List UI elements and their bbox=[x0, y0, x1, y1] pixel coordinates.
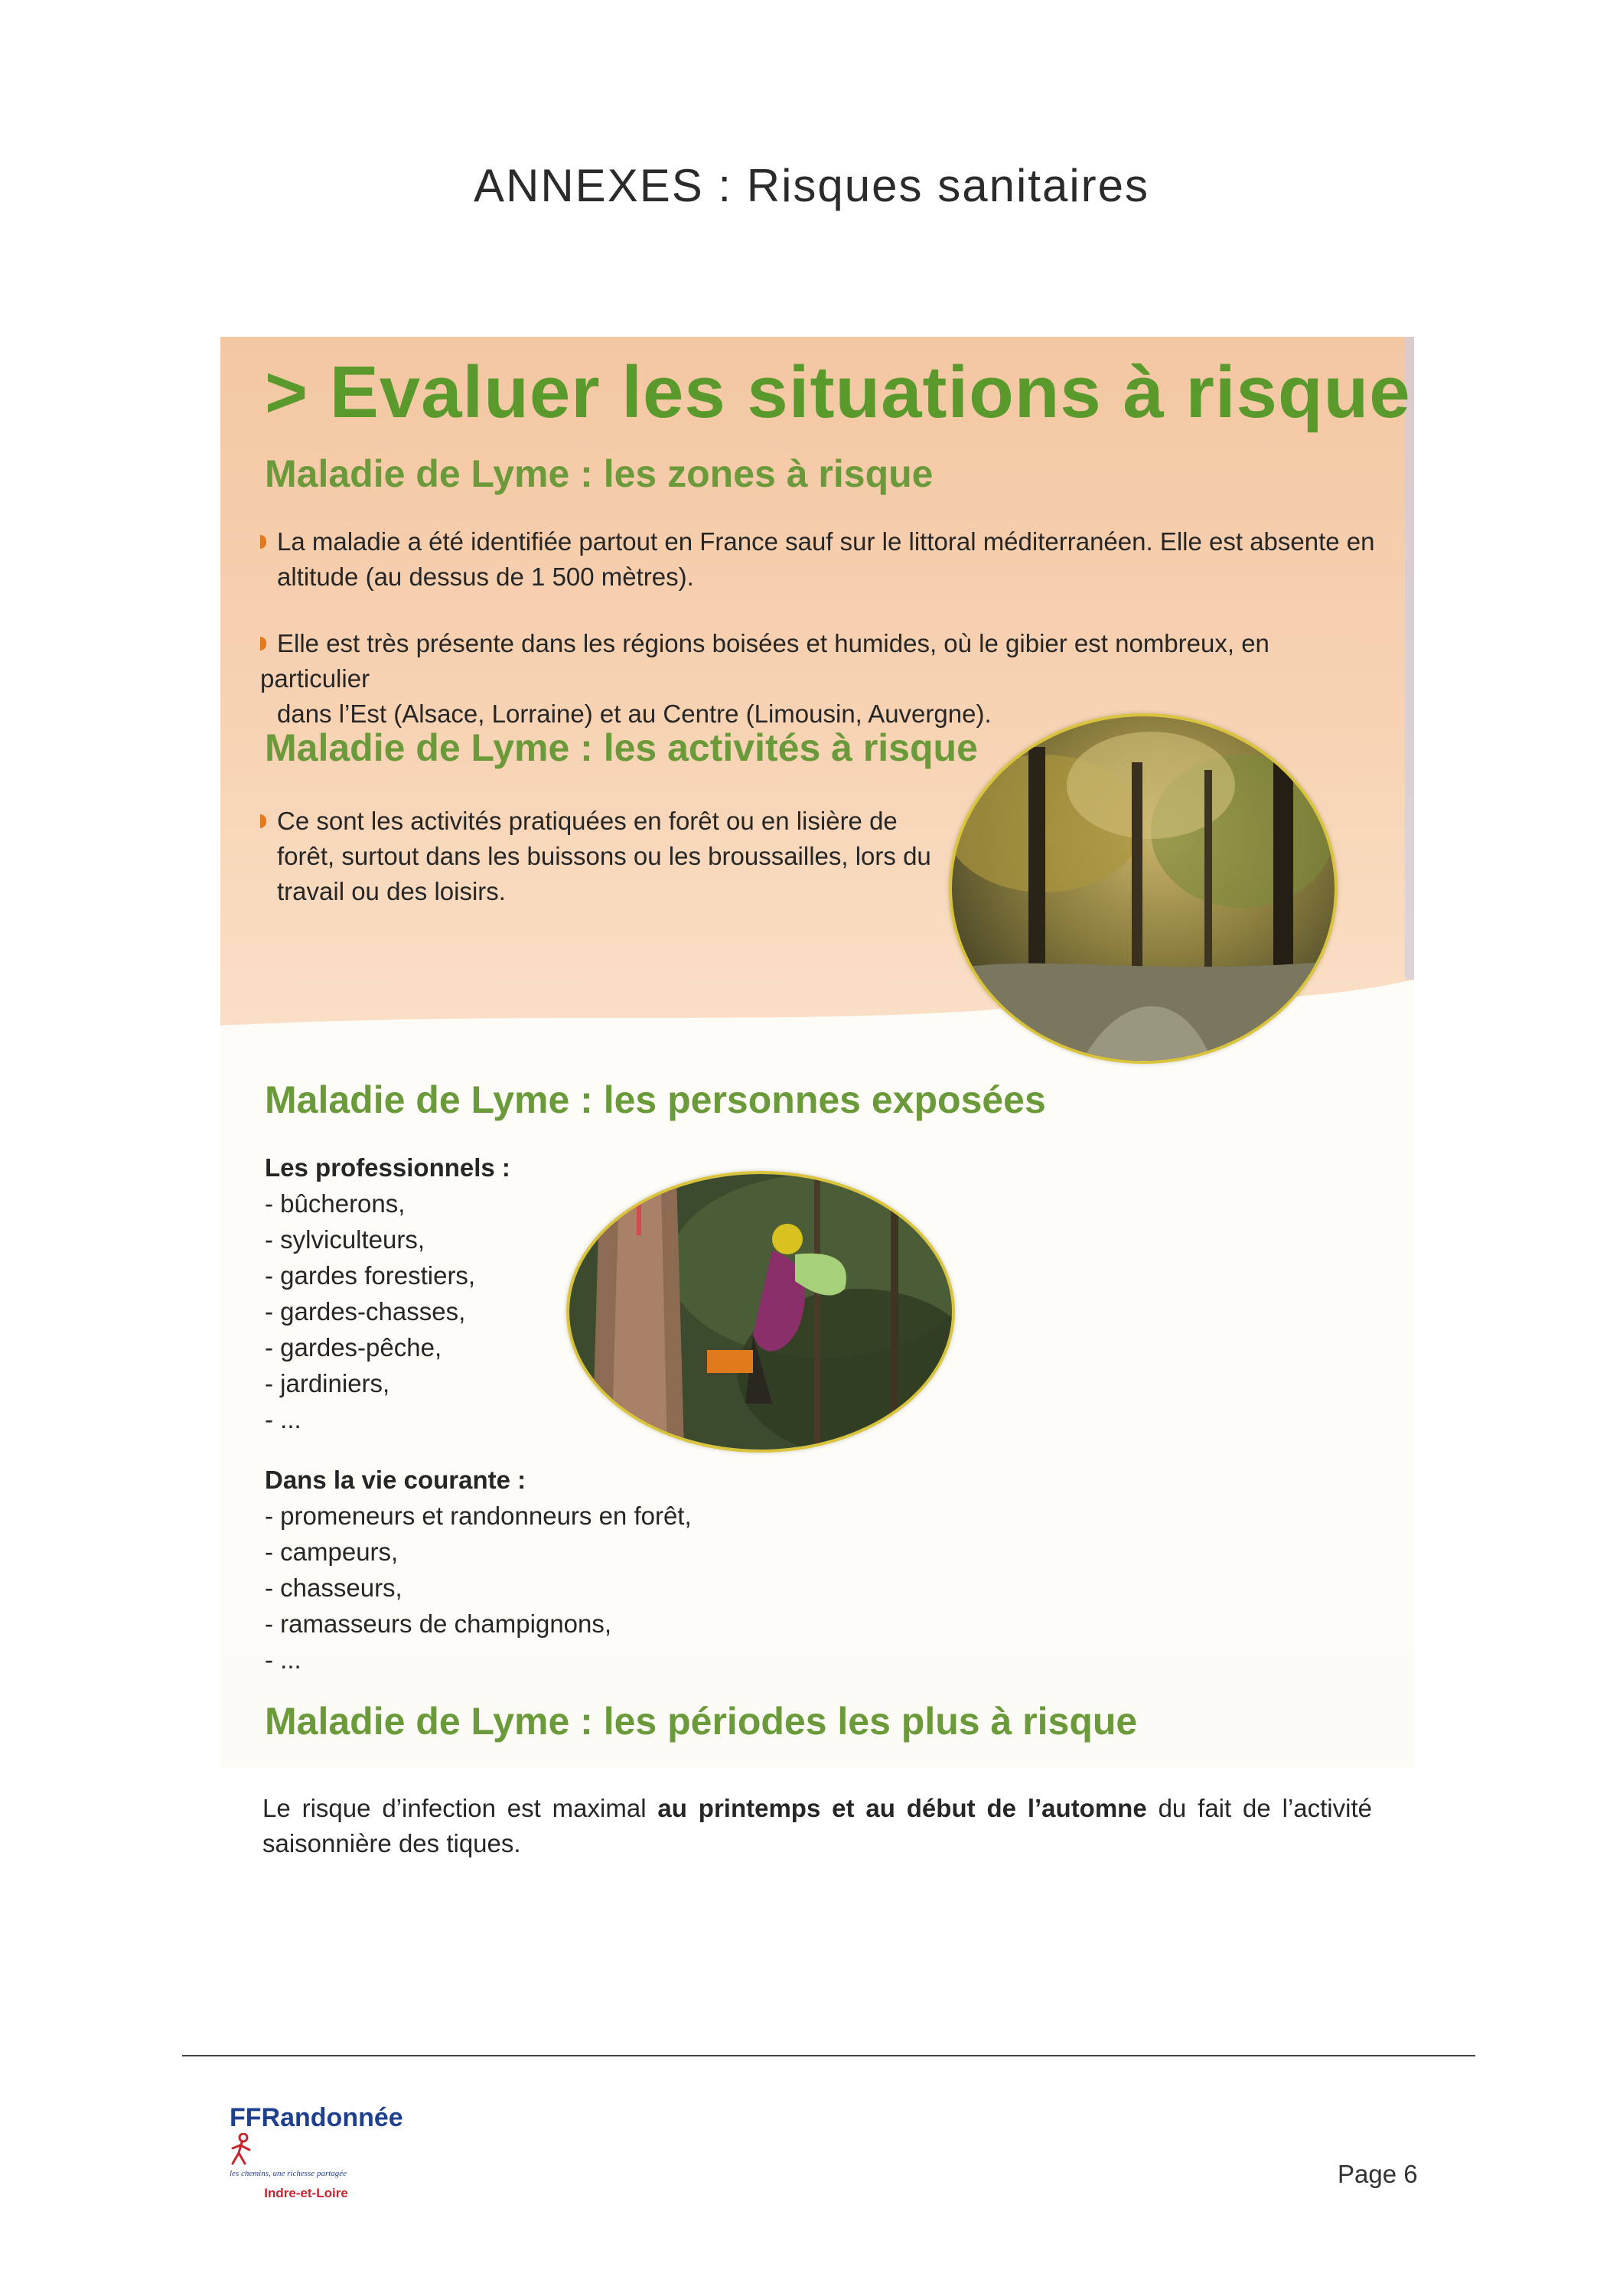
info-panel bbox=[220, 337, 1414, 1768]
list-item: - ramasseurs de champignons, bbox=[265, 1609, 612, 1638]
main-heading: > Evaluer les situations à risque bbox=[265, 351, 1411, 433]
footer-divider bbox=[182, 2055, 1475, 2056]
bullet-marker-icon bbox=[260, 535, 266, 549]
page-number: Page 6 bbox=[1338, 2160, 1418, 2188]
section-heading-zones: Maladie de Lyme : les zones à risque bbox=[265, 452, 934, 495]
section-heading-periodes: Maladie de Lyme : les périodes les plus à risque bbox=[265, 1700, 1138, 1743]
bullet-text: Elle est très présente dans les régions boisées et humides, où le gibier est nombreux, en particulier bbox=[260, 629, 1269, 693]
bullet-text: La maladie a été identifiée partout en France sauf sur le littoral méditerranéen. Elle est absente en bbox=[277, 527, 1375, 556]
list-item: - ... bbox=[265, 1405, 301, 1433]
ffrandonnee-logo bbox=[230, 2103, 413, 2200]
list-vie-courante bbox=[265, 1462, 692, 1678]
bullet-text: altitude (au dessus de 1 500 mètres). bbox=[277, 563, 694, 591]
list-item: - bûcherons, bbox=[265, 1189, 406, 1218]
list-item: - promeneurs et randonneurs en forêt, bbox=[265, 1502, 692, 1530]
forest-image bbox=[952, 716, 1335, 1061]
list-item: - chasseurs, bbox=[265, 1574, 402, 1602]
list-item: - campeurs, bbox=[265, 1538, 399, 1566]
logo-department: Indre-et-Loire bbox=[264, 2186, 348, 2200]
bullet-text: Ce sont les activités pratiquées en forêt ou en lisière de bbox=[277, 807, 898, 835]
bullet-text: dans l’Est (Alsace, Lorraine) et au Centre (Limousin, Auvergne). bbox=[277, 700, 992, 728]
logo-name bbox=[230, 2103, 413, 2167]
section-heading-personnes: Maladie de Lyme : les personnes exposées bbox=[265, 1078, 1046, 1121]
list-item: - sylviculteurs, bbox=[265, 1225, 425, 1254]
list-item: - gardes-chasses, bbox=[265, 1297, 466, 1326]
list-item: - ... bbox=[265, 1645, 301, 1674]
risk-period-text bbox=[262, 1791, 1372, 1861]
forest-photo bbox=[949, 713, 1338, 1064]
bullet-activites bbox=[260, 804, 995, 909]
list-heading-professionnels: Les professionnels : bbox=[265, 1153, 510, 1182]
risk-text-part: Le risque d’infection est maximal bbox=[262, 1794, 658, 1822]
forester-image bbox=[569, 1174, 952, 1450]
risk-text-emphasis: au printemps et au début de l’automne bbox=[657, 1794, 1147, 1822]
hiker-icon bbox=[230, 2133, 253, 2167]
bullet-marker-icon bbox=[260, 637, 266, 651]
forester-photo bbox=[566, 1171, 955, 1453]
list-heading-vie-courante: Dans la vie courante : bbox=[265, 1466, 526, 1494]
bullet-text: forêt, surtout dans les buissons ou les broussailles, lors du bbox=[277, 842, 931, 870]
bullet-text: travail ou des loisirs. bbox=[277, 877, 506, 905]
logo-randonnee: Randonnée bbox=[261, 2103, 403, 2132]
page-title: ANNEXES : Risques sanitaires bbox=[474, 160, 1149, 211]
bullet-zones-2 bbox=[260, 626, 1377, 732]
logo-ff: FF bbox=[230, 2103, 262, 2132]
list-item: - gardes-pêche, bbox=[265, 1333, 442, 1362]
list-item: - gardes forestiers, bbox=[265, 1261, 476, 1290]
risk-text-part: du fait de l’activité saisonnière des tiques. bbox=[262, 1794, 1372, 1857]
logo-tagline: les chemins, une richesse partagée bbox=[230, 2169, 347, 2178]
list-item: - jardiniers, bbox=[265, 1369, 390, 1397]
section-heading-activites: Maladie de Lyme : les activités à risque bbox=[265, 726, 978, 769]
list-professionnels bbox=[265, 1150, 510, 1437]
bullet-marker-icon bbox=[260, 814, 266, 828]
bullet-zones-1 bbox=[260, 524, 1377, 595]
